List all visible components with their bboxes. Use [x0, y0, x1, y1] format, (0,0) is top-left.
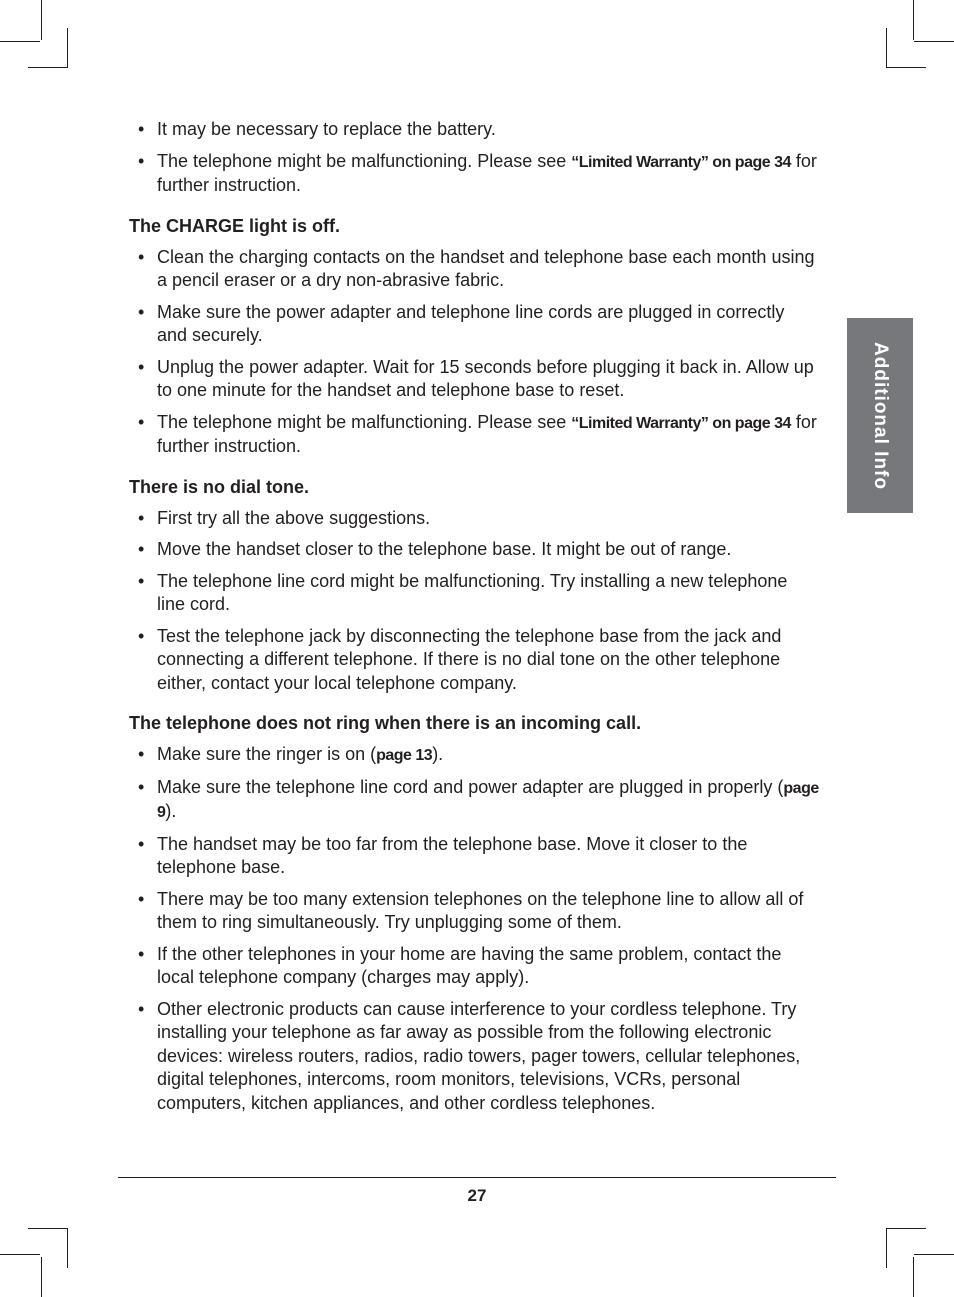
- bullet-text: The telephone might be malfunctioning. Please see: [157, 411, 572, 432]
- bullet-text: Move the handset closer to the telephone base. It might be out of range.: [157, 539, 732, 559]
- crop-mark: [67, 1228, 68, 1268]
- bullet-item: [129, 507, 819, 531]
- bullet-text: The handset may be too far from the telephone base. Move it closer to the telephone base.: [157, 833, 748, 877]
- crop-mark: [28, 1228, 68, 1229]
- crop-mark: [67, 28, 68, 68]
- bullet-item: [129, 538, 819, 562]
- bullet-item: [129, 743, 819, 768]
- crop-mark: [28, 67, 68, 68]
- crop-mark: [886, 1228, 887, 1268]
- bullet-text: Test the telephone jack by disconnecting the telephone base from the jack and connecting a different telephone. If there is no dial tone on the other telephone either, contact your local telephone company.: [157, 625, 782, 693]
- section-heading: The telephone does not ring when there is an incoming call.: [129, 713, 642, 733]
- crop-mark: [913, 0, 914, 40]
- crop-mark: [41, 0, 42, 40]
- bullet-item: [129, 246, 819, 293]
- section-bullet-list: [129, 507, 819, 696]
- troubleshooting-sections: [129, 214, 819, 1116]
- crop-mark: [914, 1254, 954, 1255]
- section-tab-label: Additional Info: [870, 341, 891, 490]
- section-heading: The CHARGE light is off.: [129, 215, 340, 236]
- crop-mark: [913, 1257, 914, 1297]
- bullet-item: [129, 411, 819, 459]
- bullet-item: [129, 776, 819, 825]
- intro-bullet-list: [129, 118, 819, 198]
- bullet-text: Make sure the telephone line cord and power adapter are plugged in properly (: [157, 776, 784, 797]
- bullet-text: The telephone line cord might be malfunctioning. Try installing a new telephone line cord.: [157, 570, 788, 614]
- bullet-text: Unplug the power adapter. Wait for 15 seconds before plugging it back in. Allow up to one minute for the handset and telephone base to reset.: [157, 356, 814, 400]
- bullet-text: Make sure the power adapter and telephone line cords are plugged in correctly and securely.: [157, 301, 785, 345]
- section-bullet-list: [129, 743, 819, 1115]
- crop-mark: [0, 1254, 40, 1255]
- crop-mark: [41, 1257, 42, 1297]
- crop-mark: [914, 41, 954, 42]
- bullet-text: Clean the charging contacts on the handset and telephone base each month using a pencil eraser or a dry non-abrasive fabric.: [157, 246, 815, 290]
- bullet-item: [129, 998, 819, 1116]
- bullet-text: There may be too many extension telephones on the telephone line to allow all of them to ring simultaneously. Try unplugging some of them.: [157, 888, 804, 932]
- crop-mark: [886, 28, 887, 68]
- bullet-text-continued: for further instruction.: [157, 411, 817, 456]
- bullet-text-continued: for further instruction.: [157, 150, 817, 195]
- page-number: 27: [467, 1186, 487, 1205]
- bullet-item: [129, 570, 819, 617]
- footer-rule: [118, 1177, 836, 1178]
- page-reference: page 13: [376, 747, 433, 764]
- bullet-item: [129, 888, 819, 935]
- bullet-item: [129, 356, 819, 403]
- troubleshooting-content: [129, 118, 819, 1115]
- crop-mark: [886, 1228, 926, 1229]
- bullet-text-continued: ).: [432, 744, 444, 764]
- crop-mark: [886, 67, 926, 68]
- bullet-text: The telephone might be malfunctioning. Please see: [157, 150, 572, 171]
- bullet-text: Other electronic products can cause interference to your cordless telephone. Try installing your telephone as far away as possible from the following electronic devices: wireless routers, radios, radio towers, pager towers, cellular telephones, digital telephones, intercoms, room monitors, televisions, VCRs, personal computers, kitchen appliances, and other cordless telephones.: [157, 998, 801, 1113]
- bullet-text-continued: ).: [165, 801, 177, 821]
- bullet-text: If the other telephones in your home are having the same problem, contact the local telephone company (charges may apply).: [157, 943, 782, 987]
- bullet-item: [129, 833, 819, 880]
- bullet-item: [129, 625, 819, 696]
- section-bullet-list: [129, 246, 819, 459]
- section-heading: There is no dial tone.: [129, 476, 310, 497]
- bullet-text: Make sure the ringer is on (: [157, 744, 377, 764]
- bullet-item: [129, 150, 819, 198]
- bullet-text: It may be necessary to replace the battery.: [157, 119, 496, 139]
- bullet-item: [129, 301, 819, 348]
- bullet-item: [129, 118, 819, 142]
- page-reference: page 9: [157, 779, 819, 821]
- bullet-text: First try all the above suggestions.: [157, 507, 431, 528]
- page-reference: “Limited Warranty” on page 34: [571, 153, 791, 171]
- page-reference: “Limited Warranty” on page 34: [571, 414, 791, 432]
- crop-mark: [0, 41, 40, 42]
- section-tab: [847, 318, 913, 513]
- bullet-item: [129, 943, 819, 990]
